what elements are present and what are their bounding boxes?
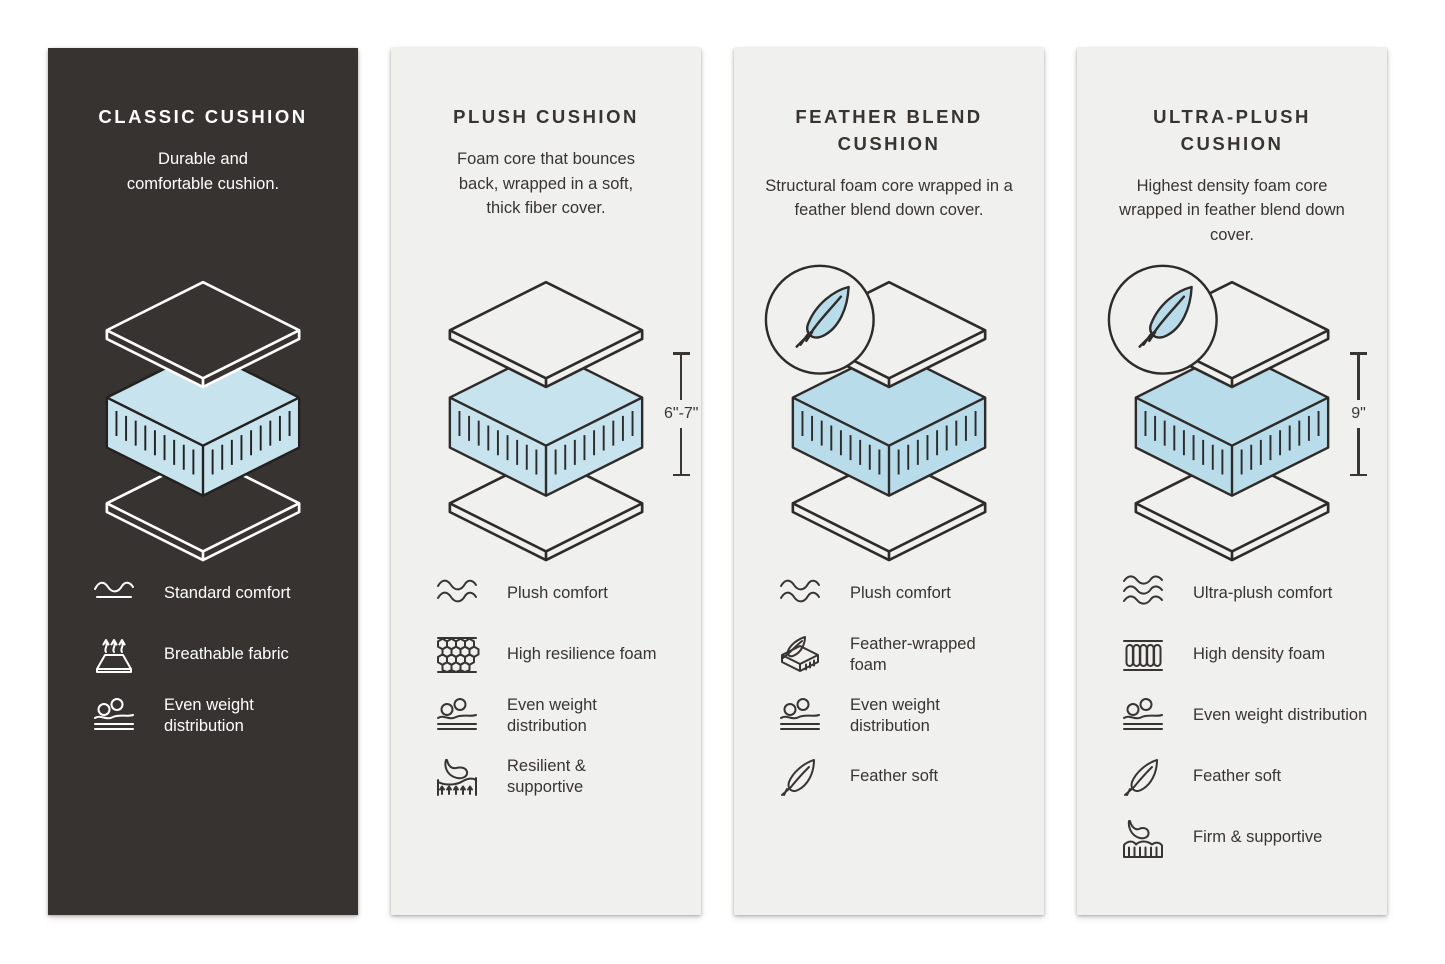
measure-line [680, 355, 683, 401]
breathable-icon [90, 633, 138, 677]
cushion-top-cover [107, 282, 299, 387]
cushion-layers-illustration [78, 258, 328, 566]
card-description: Structural foam core wrapped in a feather blend down cover. [765, 176, 1013, 220]
height-measurement [1350, 352, 1367, 476]
cushion-layers-illustration [764, 258, 1014, 566]
cushion-illustration [764, 258, 1014, 566]
wave-icon [90, 572, 138, 616]
feature-label: Ultra-plush comfort [1193, 584, 1333, 603]
cushion-illustration [78, 258, 328, 566]
double-wave-icon [433, 572, 481, 616]
card-description: Highest density foam core wrapped in feather blend down cover. [1119, 176, 1345, 245]
cushion-illustration [1107, 258, 1366, 566]
feature-label: Even weight distribution [850, 695, 940, 735]
card-description: Durable and comfortable cushion. [126, 149, 280, 193]
card-description: Foam core that bounces back, wrapped in a soft, thick fiber cover. [457, 149, 635, 218]
feature-row [433, 633, 689, 677]
feature-row [433, 694, 689, 738]
card-title: ULTRA-PLUSH CUSHION [1153, 106, 1311, 154]
feature-label: High density foam [1193, 645, 1326, 664]
feature-row [776, 633, 1032, 677]
height-measurement [664, 352, 698, 476]
height-label: 9" [1351, 405, 1366, 422]
feature-label: High resilience foam [507, 645, 657, 664]
feature-row [776, 694, 1032, 738]
feature-label: Resilient & supportive [507, 756, 586, 796]
cushion-layers-illustration [1107, 258, 1357, 566]
feather-badge-icon [1109, 266, 1217, 374]
card-plush-cushion [391, 48, 701, 915]
feature-row [433, 572, 689, 616]
feature-row [1119, 572, 1375, 616]
feature-label: Even weight distribution [507, 695, 597, 735]
even-weight-icon [1119, 694, 1167, 738]
feather-icon [776, 755, 824, 799]
card-classic-cushion [48, 48, 358, 915]
feature-row [776, 572, 1032, 616]
feature-label: Even weight distribution [1193, 706, 1368, 725]
card-title: FEATHER BLEND CUSHION [795, 106, 983, 154]
feature-label: Standard comfort [164, 584, 291, 603]
card-ultra-plush-cushion [1077, 48, 1387, 915]
measure-line [1357, 355, 1360, 401]
feature-row [90, 694, 346, 738]
cushion-top-cover [450, 282, 642, 387]
card-feather-blend-cushion [734, 48, 1044, 915]
feature-row [1119, 694, 1375, 738]
height-label: 6"-7" [664, 405, 699, 422]
cushion-illustration [421, 258, 699, 566]
measure-line [680, 428, 683, 474]
feature-label: Plush comfort [507, 584, 608, 603]
feather-icon [1119, 755, 1167, 799]
feature-row [1119, 633, 1375, 677]
feature-row [90, 572, 346, 616]
feature-list [433, 572, 689, 816]
card-title: CLASSIC CUSHION [98, 106, 308, 127]
resilient-supportive-icon [433, 755, 481, 799]
honeycomb-foam-icon [433, 633, 481, 677]
feature-label: Feather soft [1193, 767, 1282, 786]
feature-label: Breathable fabric [164, 645, 289, 664]
even-weight-icon [90, 694, 138, 738]
triple-wave-icon [1119, 572, 1167, 616]
feather-badge-icon [766, 266, 874, 374]
feature-row [1119, 816, 1375, 860]
double-wave-icon [776, 572, 824, 616]
feature-label: Firm & supportive [1193, 828, 1323, 847]
feature-label: Plush comfort [850, 584, 951, 603]
feature-label: Feather-wrapped foam [850, 634, 976, 674]
feather-wrapped-foam-icon [776, 633, 824, 677]
high-density-foam-icon [1119, 633, 1167, 677]
feature-list [90, 572, 346, 755]
feature-label: Even weight distribution [164, 695, 254, 735]
feature-row [1119, 755, 1375, 799]
feature-row [433, 755, 689, 799]
measure-line [1357, 428, 1360, 474]
measure-bottom-cap [673, 474, 690, 477]
even-weight-icon [433, 694, 481, 738]
feature-row [776, 755, 1032, 799]
feature-list [776, 572, 1032, 816]
card-title: PLUSH CUSHION [453, 106, 639, 127]
measure-bottom-cap [1350, 474, 1367, 477]
feature-list [1119, 572, 1375, 877]
even-weight-icon [776, 694, 824, 738]
feature-row [90, 633, 346, 677]
cushion-layers-illustration [421, 258, 671, 566]
firm-supportive-icon [1119, 816, 1167, 860]
feature-label: Feather soft [850, 767, 939, 786]
